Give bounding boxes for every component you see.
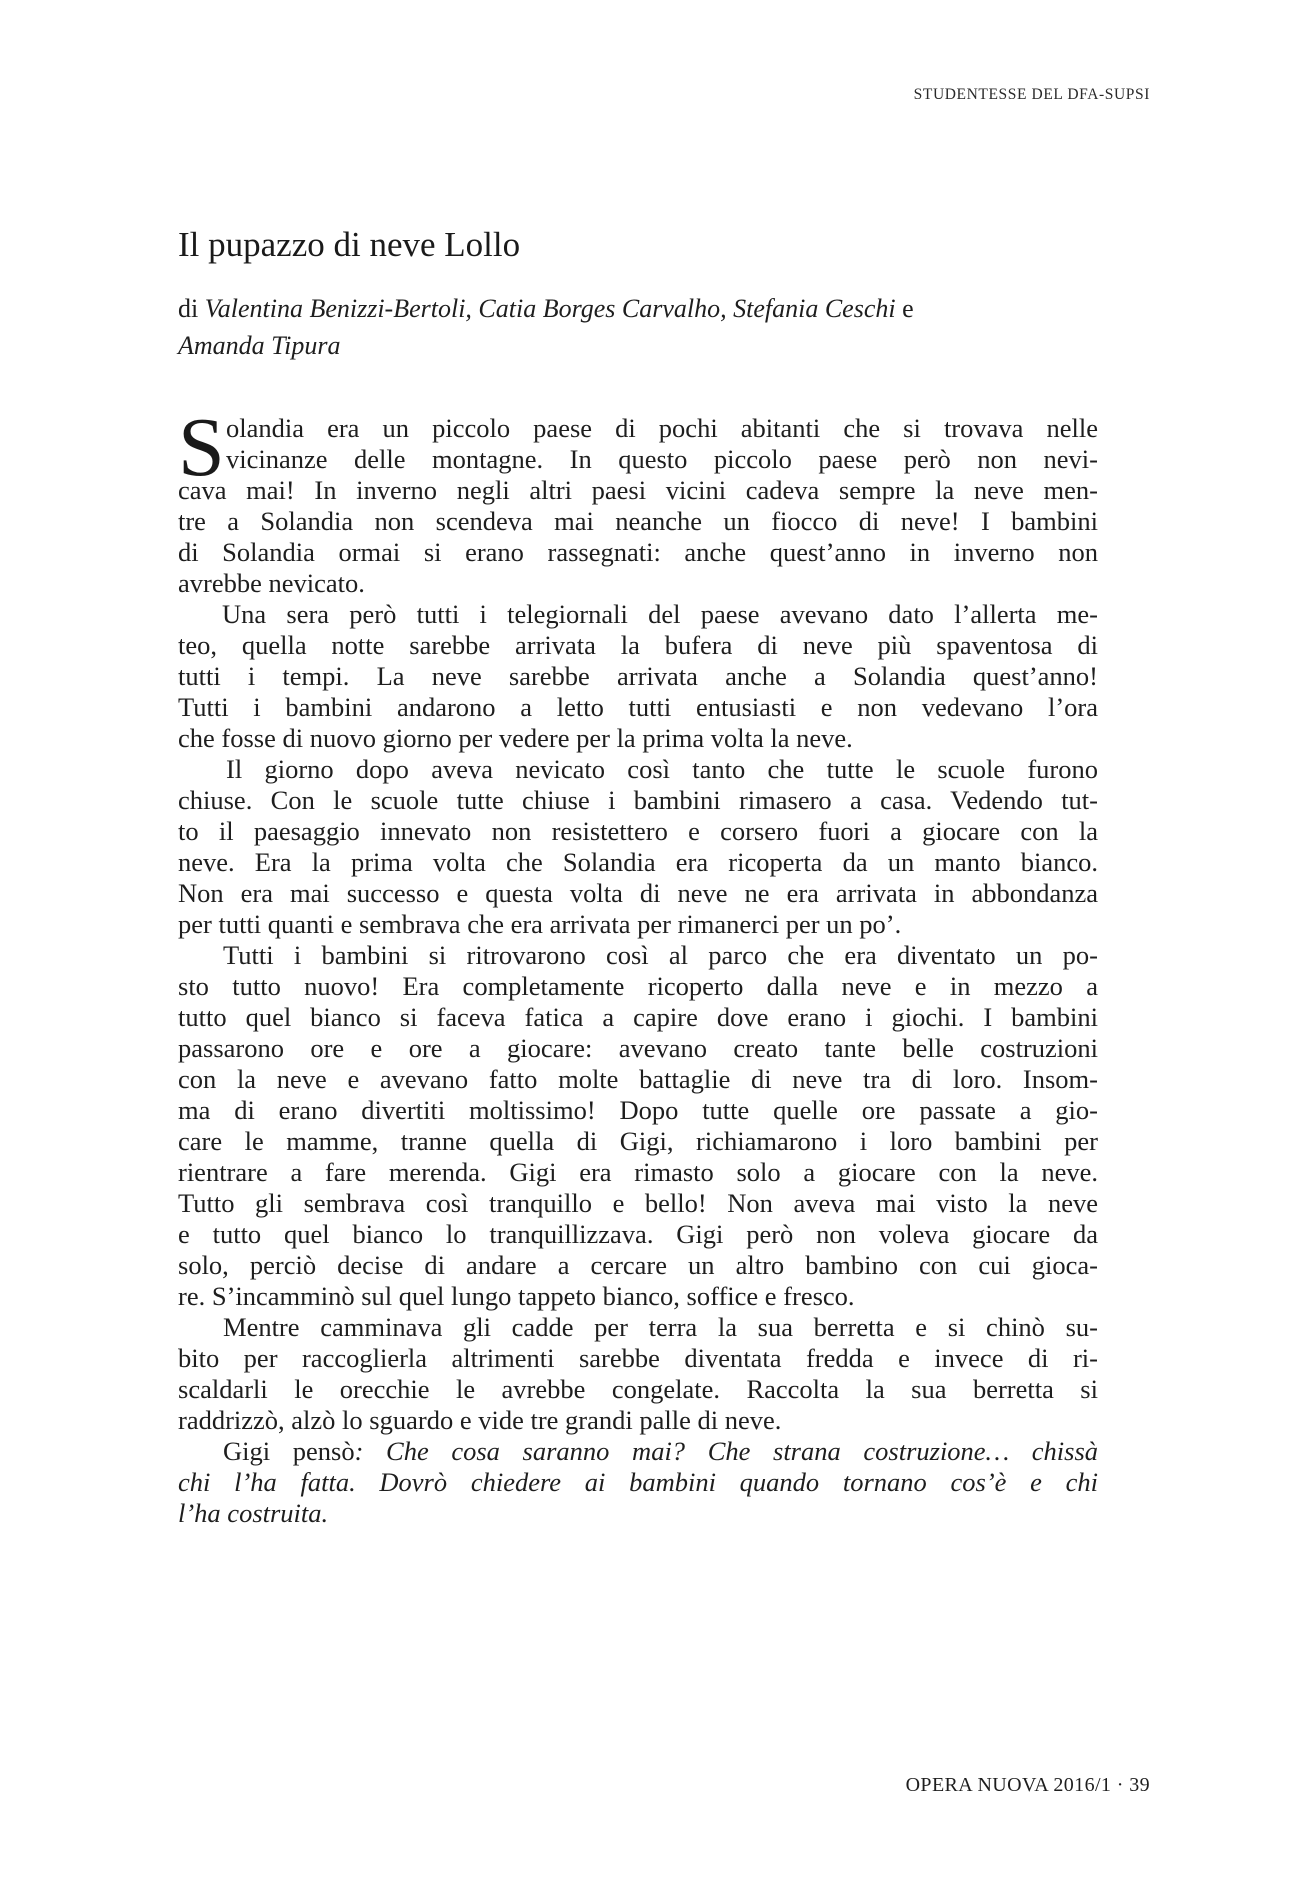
text-line: rientrare a fare merenda. Gigi era rimasto solo a giocare con la neve. (178, 1157, 1098, 1187)
text-line: che fosse di nuovo giorno per vedere per la prima volta la neve. (178, 723, 853, 753)
byline-authors-1: Valentina Benizzi-Bertoli, Catia Borges Carvalho, Stefania Ceschi (204, 294, 896, 323)
text-line: sto tutto nuovo! Era completamente ricoperto dalla neve e in mezzo a (178, 971, 1098, 1001)
text-line: avrebbe nevicato. (178, 568, 365, 598)
text-line: bito per raccoglierla altrimenti sarebbe diventata fredda e invece di ri- (178, 1343, 1098, 1373)
folio: OPERA NUOVA 2016/1 · 39 (905, 1774, 1150, 1796)
byline (178, 290, 1098, 364)
paragraph-1 (178, 401, 1098, 599)
text-line: per tutti quanti e sembrava che era arrivata per rimanerci per un po’. (178, 909, 902, 939)
paragraph-6-lead: Gigi pensò (223, 1436, 355, 1466)
text-line: raddrizzò, alzò lo sguardo e vide tre grandi palle di neve. (178, 1405, 782, 1435)
text-line: tre a Solandia non scendeva mai neanche un fiocco di neve! I bambini (178, 506, 1098, 536)
paragraph-6 (178, 1436, 1098, 1529)
byline-conjunction: e (895, 294, 914, 323)
paragraph-2 (178, 599, 1098, 754)
text-line: Il giorno dopo aveva nevicato così tanto che tutte le scuole furono (226, 754, 1098, 784)
text-line: Mentre camminava gli cadde per terra la sua berretta e si chinò su- (223, 1312, 1098, 1342)
text-line: passarono ore e ore a giocare: avevano creato tante belle costruzioni (178, 1033, 1098, 1063)
text-line: chiuse. Con le scuole tutte chiuse i bambini rimasero a casa. Vedendo tut- (178, 785, 1098, 815)
text-line: Tutti i bambini andarono a letto tutti entusiasti e non vedevano l’ora (178, 692, 1098, 722)
text-line: di Solandia ormai si erano rassegnati: anche quest’anno in inverno non (178, 537, 1098, 567)
paragraph-3 (178, 754, 1098, 940)
text-line: vicinanze delle montagne. In questo piccolo paese però non nevi- (226, 444, 1098, 474)
text-line: teo, quella notte sarebbe arrivata la bufera di neve più spaventosa di (178, 630, 1098, 660)
text-line: solo, perciò decise di andare a cercare un altro bambino con cui gioca- (178, 1250, 1098, 1280)
running-head: STUDENTESSE DEL DFA-SUPSI (913, 86, 1150, 103)
thought-italic: l’ha costruita. (178, 1498, 329, 1528)
text-line: Tutto gli sembrava così tranquillo e bello! Non aveva mai visto la neve (178, 1188, 1098, 1218)
text-line: e tutto quel bianco lo tranquillizzava. Gigi però non voleva giocare da (178, 1219, 1098, 1249)
text-line: tutti i tempi. La neve sarebbe arrivata anche a Solandia quest’anno! (178, 661, 1098, 691)
text-line: tutto quel bianco si faceva fatica a capire dove erano i giochi. I bambini (178, 1002, 1098, 1032)
text-line: ma di erano divertiti moltissimo! Dopo tutte quelle ore passate a gio- (178, 1095, 1098, 1125)
text-line: re. S’incamminò sul quel lungo tappeto bianco, soffice e fresco. (178, 1281, 855, 1311)
text-line: olandia era un piccolo paese di pochi abitanti che si trovava nelle (226, 413, 1098, 443)
text-line: cava mai! In inverno negli altri paesi vicini cadeva sempre la neve men- (178, 475, 1098, 505)
thought-italic: chi l’ha fatta. Dovrò chiedere ai bambini quando tornano cos’è e chi (178, 1467, 1098, 1497)
byline-prefix: di (178, 294, 205, 323)
text-line: Una sera però tutti i telegiornali del paese avevano dato l’allerta me- (222, 599, 1098, 629)
story-body (178, 401, 1099, 1529)
paragraph-4 (178, 940, 1098, 1312)
text-line (178, 1436, 1098, 1467)
text-line: con la neve e avevano fatto molte battaglie di neve tra di loro. Insom- (178, 1064, 1098, 1094)
text-line: neve. Era la prima volta che Solandia era ricoperta da un manto bianco. (178, 847, 1098, 877)
text-line: scaldarli le orecchie le avrebbe congelate. Raccolta la sua berretta si (178, 1374, 1098, 1404)
drop-cap: S (178, 401, 225, 494)
text-line: Tutti i bambini si ritrovarono così al parco che era diventato un po- (223, 940, 1098, 970)
text-line: to il paesaggio innevato non resistettero e corsero fuori a giocare con la (178, 816, 1098, 846)
byline-authors-2: Amanda Tipura (178, 331, 341, 360)
paragraph-5 (178, 1312, 1098, 1436)
text-line: Non era mai successo e questa volta di neve ne era arrivata in abbondanza (178, 878, 1098, 908)
text-line: care le mamme, tranne quella di Gigi, richiamarono i loro bambini per (178, 1126, 1098, 1156)
page-title: Il pupazzo di neve Lollo (178, 225, 521, 264)
thought-italic: : Che cosa saranno mai? Che strana costruzione… chissà (354, 1436, 1099, 1466)
